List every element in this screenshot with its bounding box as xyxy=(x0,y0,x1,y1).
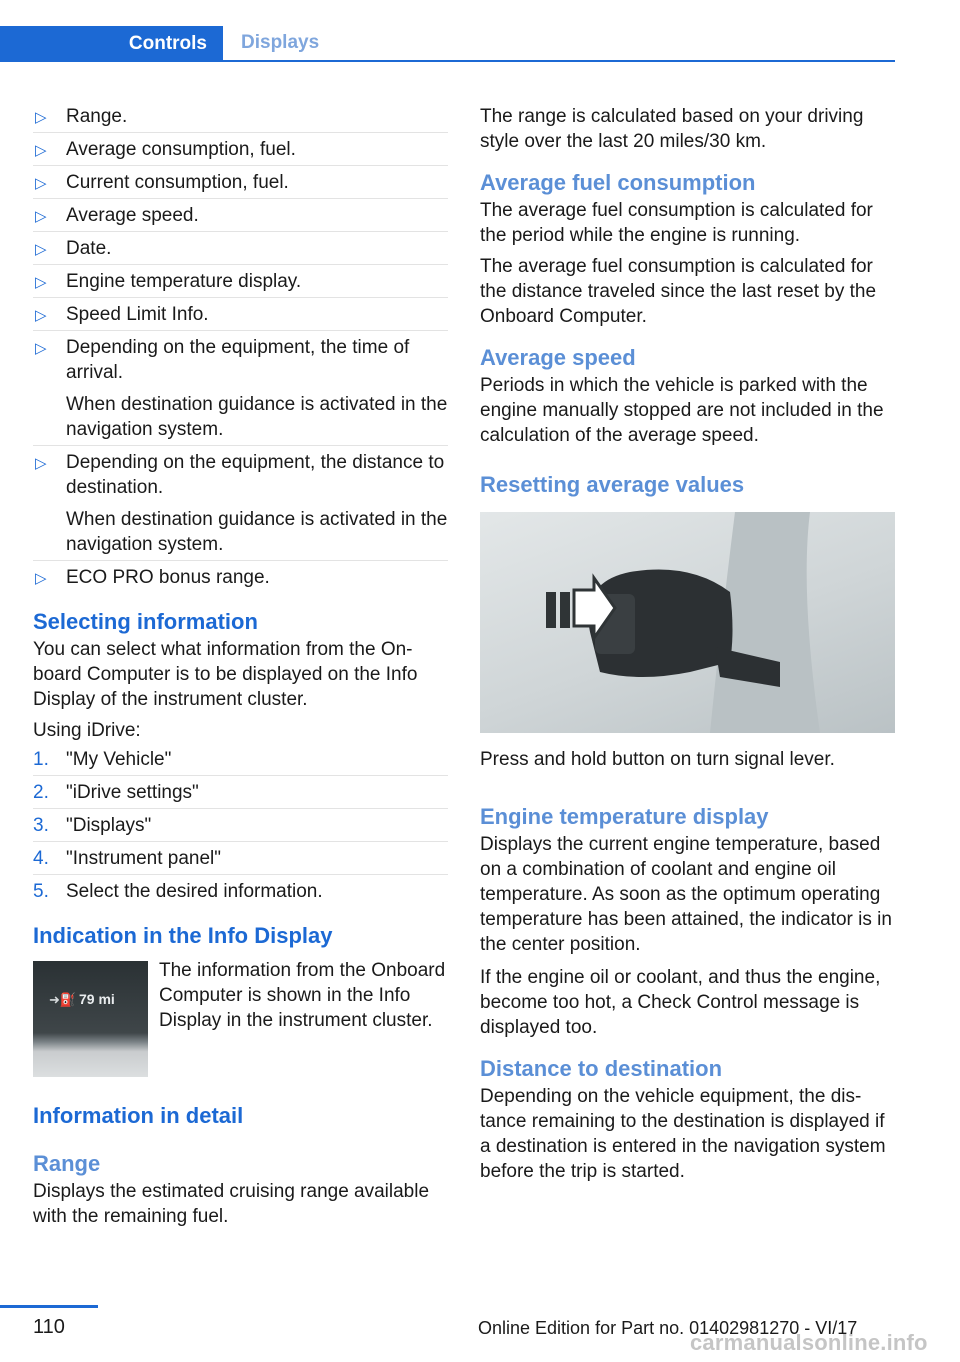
using-idrive-text: Using iDrive: xyxy=(33,720,141,741)
list-item: ▷ Average consumption, fuel. xyxy=(33,133,448,166)
footer-rule xyxy=(0,1305,98,1308)
watermark: carmanualsonline.info xyxy=(690,1330,928,1355)
range-calc-text: The range is calculated based on your driving style over the last 20 miles/30 km. xyxy=(480,106,864,152)
reset-caption: Press and hold button on turn signal lever. xyxy=(480,749,835,770)
step-item: 3. "Displays" xyxy=(33,809,448,842)
triangle-right-icon: ▷ xyxy=(35,274,47,291)
avg-speed-text: Periods in which the vehicle is parked with the engine manually stopped are not included in the calculation of the average speed. xyxy=(480,375,884,446)
info-display-value: 79 mi xyxy=(79,991,115,1007)
fuel-range-icon: ➜⛽ xyxy=(49,992,77,1007)
detail-heading: Information in detail xyxy=(33,1103,244,1128)
triangle-right-icon: ▷ xyxy=(35,241,47,258)
triangle-right-icon: ▷ xyxy=(35,340,47,357)
step-item: 2. "iDrive settings" xyxy=(33,776,448,809)
turn-signal-lever-image xyxy=(480,512,895,733)
reset-heading: Resetting average values xyxy=(480,472,745,497)
list-item: ▷ ECO PRO bonus range. xyxy=(33,561,448,593)
idrive-steps xyxy=(33,743,448,907)
step-item: 5. Select the desired information. xyxy=(33,881,323,902)
triangle-right-icon: ▷ xyxy=(35,208,47,225)
engine-temp-text-1: Displays the current engine temperature, based on a combination of coolant and engine oil temperature. As soon as the optimum operating temperature has been attained, the indicator is in the center position. xyxy=(480,834,892,955)
distance-heading: Distance to destination xyxy=(480,1056,723,1081)
list-item-note: When destination guidance is activated in the navigation system. xyxy=(66,509,448,555)
list-item: ▷ Date. xyxy=(33,232,448,265)
info-display-image xyxy=(33,961,148,1077)
triangle-right-icon: ▷ xyxy=(35,142,47,159)
header-rule xyxy=(0,60,895,62)
turn-signal-lever-illustration xyxy=(480,512,895,733)
avg-fuel-text-1: The average fuel consumption is calculated for the period while the engine is running. xyxy=(480,200,873,246)
list-item: ▷ Current consumption, fuel. xyxy=(33,166,448,199)
engine-temp-text-2: If the engine oil or coolant, and thus the engine, become too hot, a Check Control message is displayed too. xyxy=(480,967,881,1038)
step-item: 1. "My Vehicle" xyxy=(33,743,448,776)
tab-controls[interactable]: Controls xyxy=(0,26,223,62)
header-tabs xyxy=(0,26,895,62)
page-number: 110 xyxy=(33,1316,65,1338)
selecting-text: You can select what information from the Onboard Computer is to be displayed on the Info Display of the instrument cluster. xyxy=(33,639,418,710)
triangle-right-icon: ▷ xyxy=(35,307,47,324)
avg-speed-heading: Average speed xyxy=(480,345,636,370)
edition-text: Online Edition for Part no. 01402981270 - VI/17 xyxy=(478,1318,858,1338)
selecting-heading: Selecting information xyxy=(33,609,258,634)
engine-temp-heading: Engine temperature display xyxy=(480,804,769,829)
indication-heading: Indication in the Info Display xyxy=(33,923,333,948)
info-display-block xyxy=(33,953,448,1071)
range-text: Displays the estimated cruising range available with the remaining fuel. xyxy=(33,1181,430,1227)
triangle-right-icon: ▷ xyxy=(35,109,47,126)
left-column xyxy=(33,100,448,1229)
avg-fuel-text-2: The average fuel consumption is calculated for the distance traveled since the last reset by the Onboard Computer. xyxy=(480,256,877,327)
list-item: ▷ Depending on the equipment, the time of arrival. When destination guidance is activated in the navigation system. xyxy=(33,331,448,446)
list-item: ▷ Range. xyxy=(33,100,448,133)
list-item: ▷ Depending on the equipment, the distance to destination. When destination guidance is activated in the navigation system. xyxy=(33,446,448,561)
info-bullet-list xyxy=(33,100,448,593)
tab-displays[interactable]: Displays xyxy=(241,32,320,53)
indication-text: The information from the Onboard Computer is shown in the Info Display in the instrument cluster. xyxy=(159,960,446,1031)
distance-text: Depending on the vehicle equipment, the distance remaining to the destination is displayed if a destination is entered in the navigation system before the trip is started. xyxy=(480,1086,886,1182)
triangle-right-icon: ▷ xyxy=(35,455,47,472)
list-item-note: When destination guidance is activated in the navigation system. xyxy=(66,394,448,440)
list-item: ▷ Average speed. xyxy=(33,199,448,232)
triangle-right-icon: ▷ xyxy=(35,570,47,587)
step-item: 4. "Instrument panel" xyxy=(33,842,448,875)
avg-fuel-heading: Average fuel consumption xyxy=(480,170,756,195)
right-column xyxy=(480,100,898,1184)
list-item: ▷ Speed Limit Info. xyxy=(33,298,448,331)
triangle-right-icon: ▷ xyxy=(35,175,47,192)
list-item: ▷ Engine temperature display. xyxy=(33,265,448,298)
range-heading: Range xyxy=(33,1151,101,1176)
